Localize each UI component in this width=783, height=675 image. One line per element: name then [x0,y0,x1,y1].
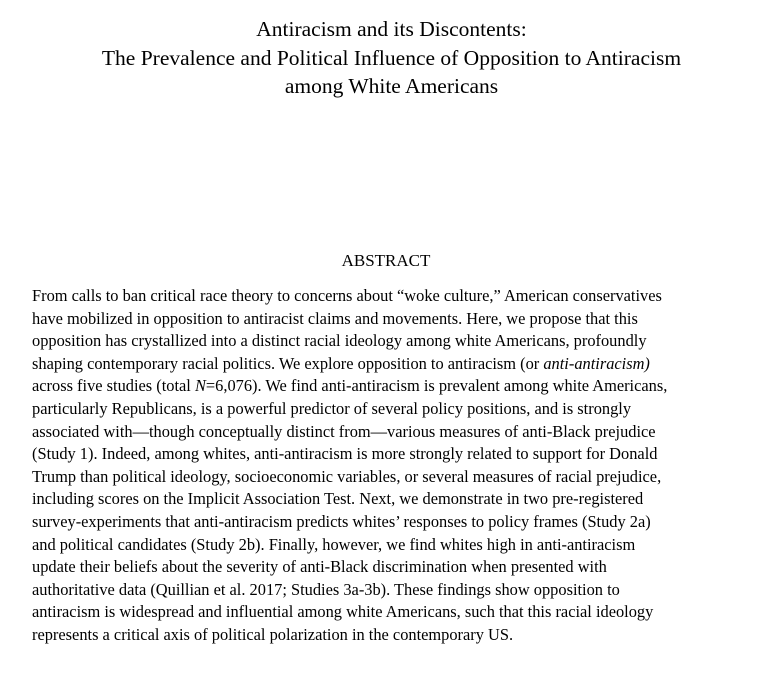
abstract-text: and political candidates (Study 2b). Finally, however, we find whites high in anti-antiracism [32,534,636,554]
abstract-body [32,285,772,647]
abstract-line [32,488,772,511]
abstract-line [32,624,772,647]
abstract-text: survey-experiments that anti-antiracism predicts whites’ responses to policy frames (Study 2a) [32,511,651,531]
abstract-text: (Study 1). Indeed, among whites, anti-antiracism is more strongly related to support for Donald [32,444,658,464]
abstract-line [32,398,772,421]
abstract-line [32,443,772,466]
abstract-italic-n: N [194,376,206,396]
abstract-text: From calls to ban critical race theory to concerns about “woke culture,” American conservatives [32,286,662,305]
paper-title [0,15,783,101]
abstract-line [32,353,772,376]
abstract-line [32,556,772,579]
abstract-text: represents a critical axis of political polarization in the contemporary US. [32,624,514,644]
abstract-line [32,601,772,624]
abstract-line [32,285,772,308]
abstract-text: opposition has crystallized into a distinct racial ideology among white Americans, profoundly [32,331,647,351]
abstract-italic-term: anti-antiracism) [543,353,650,373]
abstract-line [32,330,772,353]
abstract-text: associated with—though conceptually distinct from—various measures of anti-Black prejudice [32,421,656,441]
abstract-text: across five studies (total [32,376,195,396]
abstract-text: Trump than political ideology, socioeconomic variables, or several measures of racial prejudice, [32,466,662,486]
abstract-line [32,375,772,398]
abstract-text: update their beliefs about the severity of anti-Black discrimination when presented with [32,557,607,577]
abstract-line [32,421,772,444]
abstract-heading: ABSTRACT [341,251,431,270]
abstract-text: particularly Republicans, is a powerful predictor of several policy positions, and is strongly [32,398,632,418]
abstract-line [32,308,772,331]
title-line-3: among White Americans [284,74,499,98]
title-line-2: The Prevalence and Political Influence of Opposition to Antiracism [101,45,682,70]
title-line-1: Antiracism and its Discontents: [256,17,527,41]
abstract-line [32,511,772,534]
abstract-line [32,579,772,602]
abstract-line [32,466,772,489]
abstract-text: antiracism is widespread and influential among white Americans, such that this racial ideology [32,602,654,622]
abstract-text: have mobilized in opposition to antiracist claims and movements. Here, we propose that this [32,308,638,328]
abstract-text: =6,076). We find anti-antiracism is prevalent among white Americans, [205,376,668,396]
abstract-line [32,534,772,557]
abstract-text: shaping contemporary racial politics. We explore opposition to antiracism (or [32,353,544,373]
abstract-text: including scores on the Implicit Association Test. Next, we demonstrate in two pre-registered [32,489,644,509]
abstract-text: authoritative data (Quillian et al. 2017; Studies 3a-3b). These findings show opposition to [32,579,620,599]
